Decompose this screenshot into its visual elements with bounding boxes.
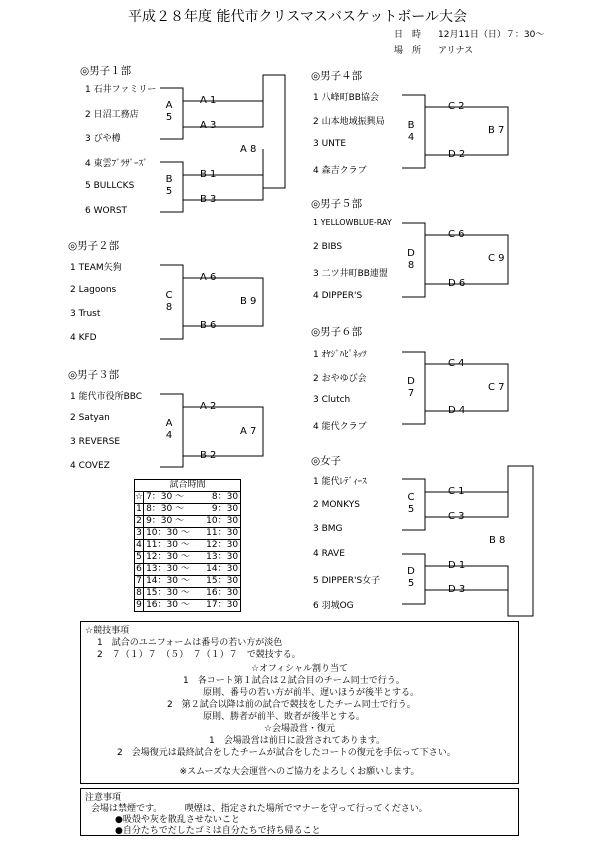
schedule-start: 9：30 ～: [146, 516, 185, 526]
schedule-row: [135, 516, 241, 528]
team-entry: 1 能代ﾚﾃﾞｨｰｽ: [313, 477, 367, 487]
match-label: C 6: [448, 229, 465, 240]
team-entry: 4 KFD: [70, 333, 97, 343]
court-box-label: A 5: [165, 100, 173, 123]
schedule-start: 12：30 ～: [146, 552, 190, 562]
team-entry: 1 八峰町BB協会: [313, 93, 379, 103]
schedule-no: 8: [136, 588, 142, 598]
section-title-men-2: ◎男子２部: [68, 240, 120, 252]
schedule-start: 16：30 ～: [146, 600, 190, 610]
team-entry: 3 REVERSE: [70, 437, 121, 447]
rules-subheading: ☆オフィシャル割り当て: [251, 664, 348, 674]
match-label: B 1: [200, 169, 217, 180]
rules-box: [80, 621, 519, 784]
match-label: D 6: [448, 278, 466, 289]
schedule-start: 7：30 ～: [146, 492, 185, 502]
section-title-men-5: ◎男子５部: [311, 198, 363, 210]
court-box-label: B 4: [407, 120, 415, 143]
schedule-header-row: [135, 480, 241, 492]
notes-line: ●自分たちでだしたゴミは自分たちで持ち帰ること: [115, 826, 321, 836]
match-label: B 7: [488, 125, 505, 136]
court-box-label: B 5: [165, 174, 173, 197]
section-title-men-3: ◎男子３部: [68, 369, 120, 381]
date-label: 日 時: [394, 30, 422, 40]
match-label: C 1: [448, 486, 465, 497]
rules-line: 2 ７（１）７ （５） ７（１）７ で競技する。: [97, 650, 301, 660]
team-entry: 4 DIPPER'S: [313, 291, 363, 301]
schedule-end: 15：30: [206, 576, 239, 586]
team-entry: 2 日沼工務店: [85, 110, 139, 120]
rules-subheading: ☆会場設営・復元: [263, 724, 336, 734]
team-entry: 2 山本地域振興局: [313, 117, 385, 127]
team-entry: 2 BIBS: [313, 242, 343, 252]
schedule-no: 5: [136, 552, 142, 562]
rules-line: 1 試合のユニフォームは番号の若い方が淡色: [97, 638, 283, 648]
schedule-table: [134, 479, 241, 612]
section-title-men-1: ◎男子１部: [80, 65, 132, 77]
schedule-end: 11：30: [206, 528, 239, 538]
match-label: A 6: [200, 272, 217, 283]
match-label: A 2: [200, 401, 217, 412]
match-label: B 6: [200, 320, 217, 331]
schedule-start: 13：30 ～: [146, 564, 190, 574]
team-entry: 6 WORST: [85, 206, 128, 216]
court-box-label: D 5: [407, 566, 415, 589]
schedule-row: [135, 576, 241, 588]
match-label: B 3: [200, 194, 217, 205]
schedule-no: 9: [136, 600, 142, 610]
schedule-end: 16：30: [206, 588, 239, 598]
match-label: D 2: [448, 149, 466, 160]
schedule-row: [135, 540, 241, 552]
team-entry: 3 Trust: [70, 309, 101, 319]
team-entry: 2 Lagoons: [70, 285, 117, 295]
team-entry: 2 MONKYS: [313, 500, 360, 510]
team-entry: 3 UNTE: [313, 139, 347, 149]
match-label: C 7: [488, 382, 505, 393]
court-box-label: A 4: [165, 418, 173, 441]
team-entry: 1 TEAM矢狗: [70, 263, 122, 273]
schedule-no: 1: [136, 504, 142, 514]
date-value: 12月11日（日）７：30～: [438, 30, 545, 40]
team-entry: 3 BMG: [313, 524, 343, 534]
rules-line: 1 会場設営は前日に設営されてあります。: [209, 736, 386, 746]
schedule-no: 4: [136, 540, 142, 550]
match-label: A 3: [200, 120, 217, 131]
schedule-start: 10：30 ～: [146, 528, 190, 538]
match-label: C 2: [448, 101, 465, 112]
section-title-men-6: ◎男子６部: [311, 326, 363, 338]
schedule-header: 試合時間: [135, 480, 241, 492]
court-box-label: D 8: [407, 248, 415, 271]
team-entry: 4 森吉クラブ: [313, 166, 367, 176]
team-entry: 3 二ツ井町BB連盟: [313, 269, 388, 279]
page-title: 平成２８年度 能代市クリスマスバスケットボール大会: [128, 9, 467, 25]
schedule-end: 8：30: [211, 492, 239, 502]
section-title-men-4: ◎男子４部: [311, 70, 363, 82]
schedule-row: [135, 552, 241, 564]
court-box-label: C 5: [407, 492, 415, 515]
team-entry: 5 BULLCKS: [85, 181, 135, 191]
team-entry: 1 ｵﾔｼﾞﾊﾋﾟﾈｯﾂ: [313, 350, 367, 360]
team-entry: 5 DIPPER'S女子: [313, 576, 381, 586]
court-box-label: D 7: [407, 376, 415, 399]
match-label: B 9: [240, 296, 257, 307]
schedule-row: [135, 588, 241, 600]
team-entry: 2 おやゆび会: [313, 374, 367, 384]
team-entry: 6 羽城OG: [313, 601, 354, 611]
schedule-row: [135, 564, 241, 576]
team-entry: 4 能代クラブ: [313, 422, 367, 432]
match-label: D 1: [448, 560, 466, 571]
schedule-end: 13：30: [206, 552, 239, 562]
rules-line: 原則、勝者が前半、敗者が後半とする。: [203, 712, 366, 722]
schedule-no: 7: [136, 576, 142, 586]
schedule-start: 8：30 ～: [146, 504, 185, 514]
schedule-row: [135, 492, 241, 504]
schedule-no: 2: [136, 516, 142, 526]
place-label: 場 所: [394, 46, 422, 56]
team-entry: 2 Satyan: [70, 413, 110, 423]
team-entry: 1 YELLOWBLUE-RAY: [313, 218, 392, 227]
court-box-label: C 8: [165, 290, 173, 313]
schedule-end: 17：30: [206, 600, 239, 610]
match-label: C 4: [448, 358, 465, 369]
notes-heading: 注意事項: [85, 793, 122, 803]
schedule-row: [135, 600, 241, 612]
schedule-no: 3: [136, 528, 142, 538]
team-entry: 4 COVEZ: [70, 461, 110, 471]
place-value: アリナス: [438, 46, 474, 56]
rules-line: 原則、番号の若い方が前半、遅いほうが後半とする。: [203, 688, 420, 698]
schedule-end: 10：30: [206, 516, 239, 526]
rules-line: 2 第２試合以降は前の試合で競技をしたチーム同士で行う。: [167, 700, 416, 710]
match-label: B 8: [489, 535, 506, 546]
team-entry: 3 びや樽: [85, 134, 121, 144]
notes-line: 会場は禁煙です。 喫煙は、指定された場所でマナーを守って行ってください。: [91, 804, 428, 814]
schedule-row: [135, 504, 241, 516]
team-entry: 1 石井ファミリー: [85, 85, 157, 95]
rules-footer: ※スムーズな大会運営へのご協力をよろしくお願いします。: [179, 767, 420, 777]
team-entry: 4 東雲ﾌﾞﾗｻﾞｰｽﾞ: [85, 159, 148, 169]
team-entry: 4 RAVE: [313, 549, 345, 559]
team-entry: 1 能代市役所BBC: [70, 392, 143, 402]
section-title-women: ◎女子: [311, 455, 342, 467]
notes-line: ●吸殻や灰を散乱させないこと: [115, 815, 240, 825]
schedule-end: 12：30: [206, 540, 239, 550]
schedule-start: 15：30 ～: [146, 588, 190, 598]
match-label: A 7: [240, 426, 257, 437]
match-label: A 8: [240, 144, 257, 155]
schedule-no: 6: [136, 564, 142, 574]
rules-heading: ☆競技事項: [85, 626, 130, 636]
schedule-no: ☆: [135, 492, 144, 502]
schedule-end: 14：30: [206, 564, 239, 574]
schedule-start: 14：30 ～: [146, 576, 190, 586]
schedule-row: [135, 528, 241, 540]
match-label: D 3: [448, 584, 466, 595]
notes-box: [80, 788, 519, 836]
match-label: C 9: [488, 253, 505, 264]
match-label: D 4: [448, 405, 466, 416]
match-label: A 1: [200, 95, 217, 106]
rules-line: 2 会場復元は最終試合をしたチームが試合をしたコートの復元を手伝って下さい。: [117, 748, 456, 758]
rules-line: 1 各コート第１試合は２試合目のチーム同士で行う。: [183, 676, 405, 686]
team-entry: 3 Clutch: [313, 395, 351, 405]
schedule-end: 9：30: [211, 504, 239, 514]
schedule-start: 11：30 ～: [146, 540, 190, 550]
match-label: C 3: [448, 511, 465, 522]
match-label: B 2: [200, 450, 217, 461]
